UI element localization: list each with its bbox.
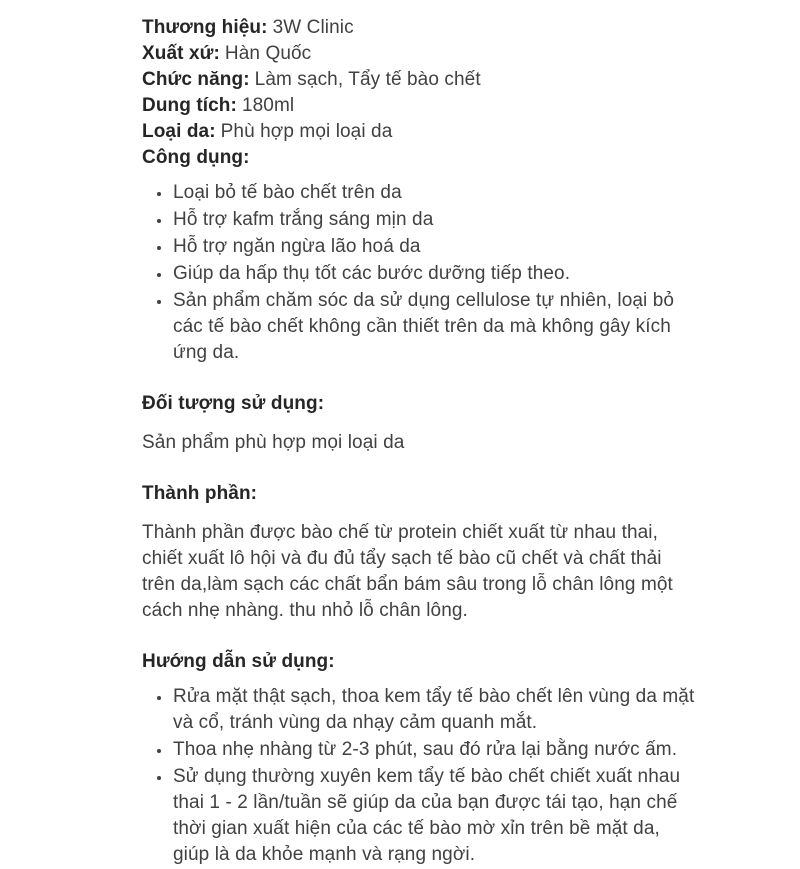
benefits-list xyxy=(142,180,695,366)
section-heading-thanh-phan: Thành phần: xyxy=(142,483,258,504)
section-heading-doi-tuong: Đối tượng sử dụng: xyxy=(142,393,325,414)
section-heading-cong-dung: Công dụng: xyxy=(142,147,250,168)
spec-row xyxy=(142,93,695,119)
benefit-item: • Hỗ trợ kafm trắng sáng mịn da xyxy=(172,207,695,233)
benefit-item: • Loại bỏ tế bào chết trên da xyxy=(172,180,695,206)
spec-label: Xuất xứ: xyxy=(142,43,220,64)
benefit-item: • Giúp da hấp thụ tốt các bước dưỡng tiếp theo. xyxy=(172,261,695,287)
spec-row xyxy=(142,15,695,41)
section-heading-huong-dan: Hướng dẫn sử dụng: xyxy=(142,651,335,672)
spec-row xyxy=(142,67,695,93)
spec-value: 3W Clinic xyxy=(272,17,354,38)
spec-value: 180ml xyxy=(241,95,295,116)
doi-tuong-body: Sản phẩm phù hợp mọi loại da xyxy=(142,432,405,453)
usage-steps-list xyxy=(142,684,695,868)
spec-value: Phù hợp mọi loại da xyxy=(220,121,393,142)
usage-step-item: • Rửa mặt thật sạch, thoa kem tẩy tế bào chết lên vùng da mặt và cổ, tránh vùng da nhạy cảm quanh mắt. xyxy=(172,684,695,736)
spec-value: Làm sạch, Tẩy tế bào chết xyxy=(254,69,481,90)
benefit-item: • Sản phẩm chăm sóc da sử dụng cellulose tự nhiên, loại bỏ các tế bào chết không cần thiết trên da mà không gây kích ứng da. xyxy=(172,288,695,366)
product-description xyxy=(142,15,695,869)
spec-label: Dung tích: xyxy=(142,95,237,116)
usage-step-item: • Thoa nhẹ nhàng từ 2-3 phút, sau đó rửa lại bằng nước ấm. xyxy=(172,737,695,763)
thanh-phan-body: Thành phần được bào chế từ protein chiết xuất từ nhau thai, chiết xuất lô hội và đu đủ tẩy sạch tế bào cũ chết và chất thải trên da,làm sạch các chất bẩn bám sâu trong lỗ chân lông một cách nhẹ nhàng. thu nhỏ lỗ chân lông. xyxy=(142,522,673,621)
spec-row xyxy=(142,41,695,67)
spec-list xyxy=(142,15,695,145)
benefit-item: • Hỗ trợ ngăn ngừa lão hoá da xyxy=(172,234,695,260)
spec-row xyxy=(142,119,695,145)
usage-step-item: • Sử dụng thường xuyên kem tẩy tế bào chết chiết xuất nhau thai 1 - 2 lần/tuần sẽ giúp da của bạn được tái tạo, hạn chế thời gian xuất hiện của các tế bào mờ xỉn trên bề mặt da, giúp là da khỏe mạnh và rạng ngời. xyxy=(172,764,695,868)
spec-label: Thương hiệu: xyxy=(142,17,268,38)
spec-label: Chức năng: xyxy=(142,69,250,90)
spec-label: Loại da: xyxy=(142,121,216,142)
spec-value: Hàn Quốc xyxy=(224,43,312,64)
